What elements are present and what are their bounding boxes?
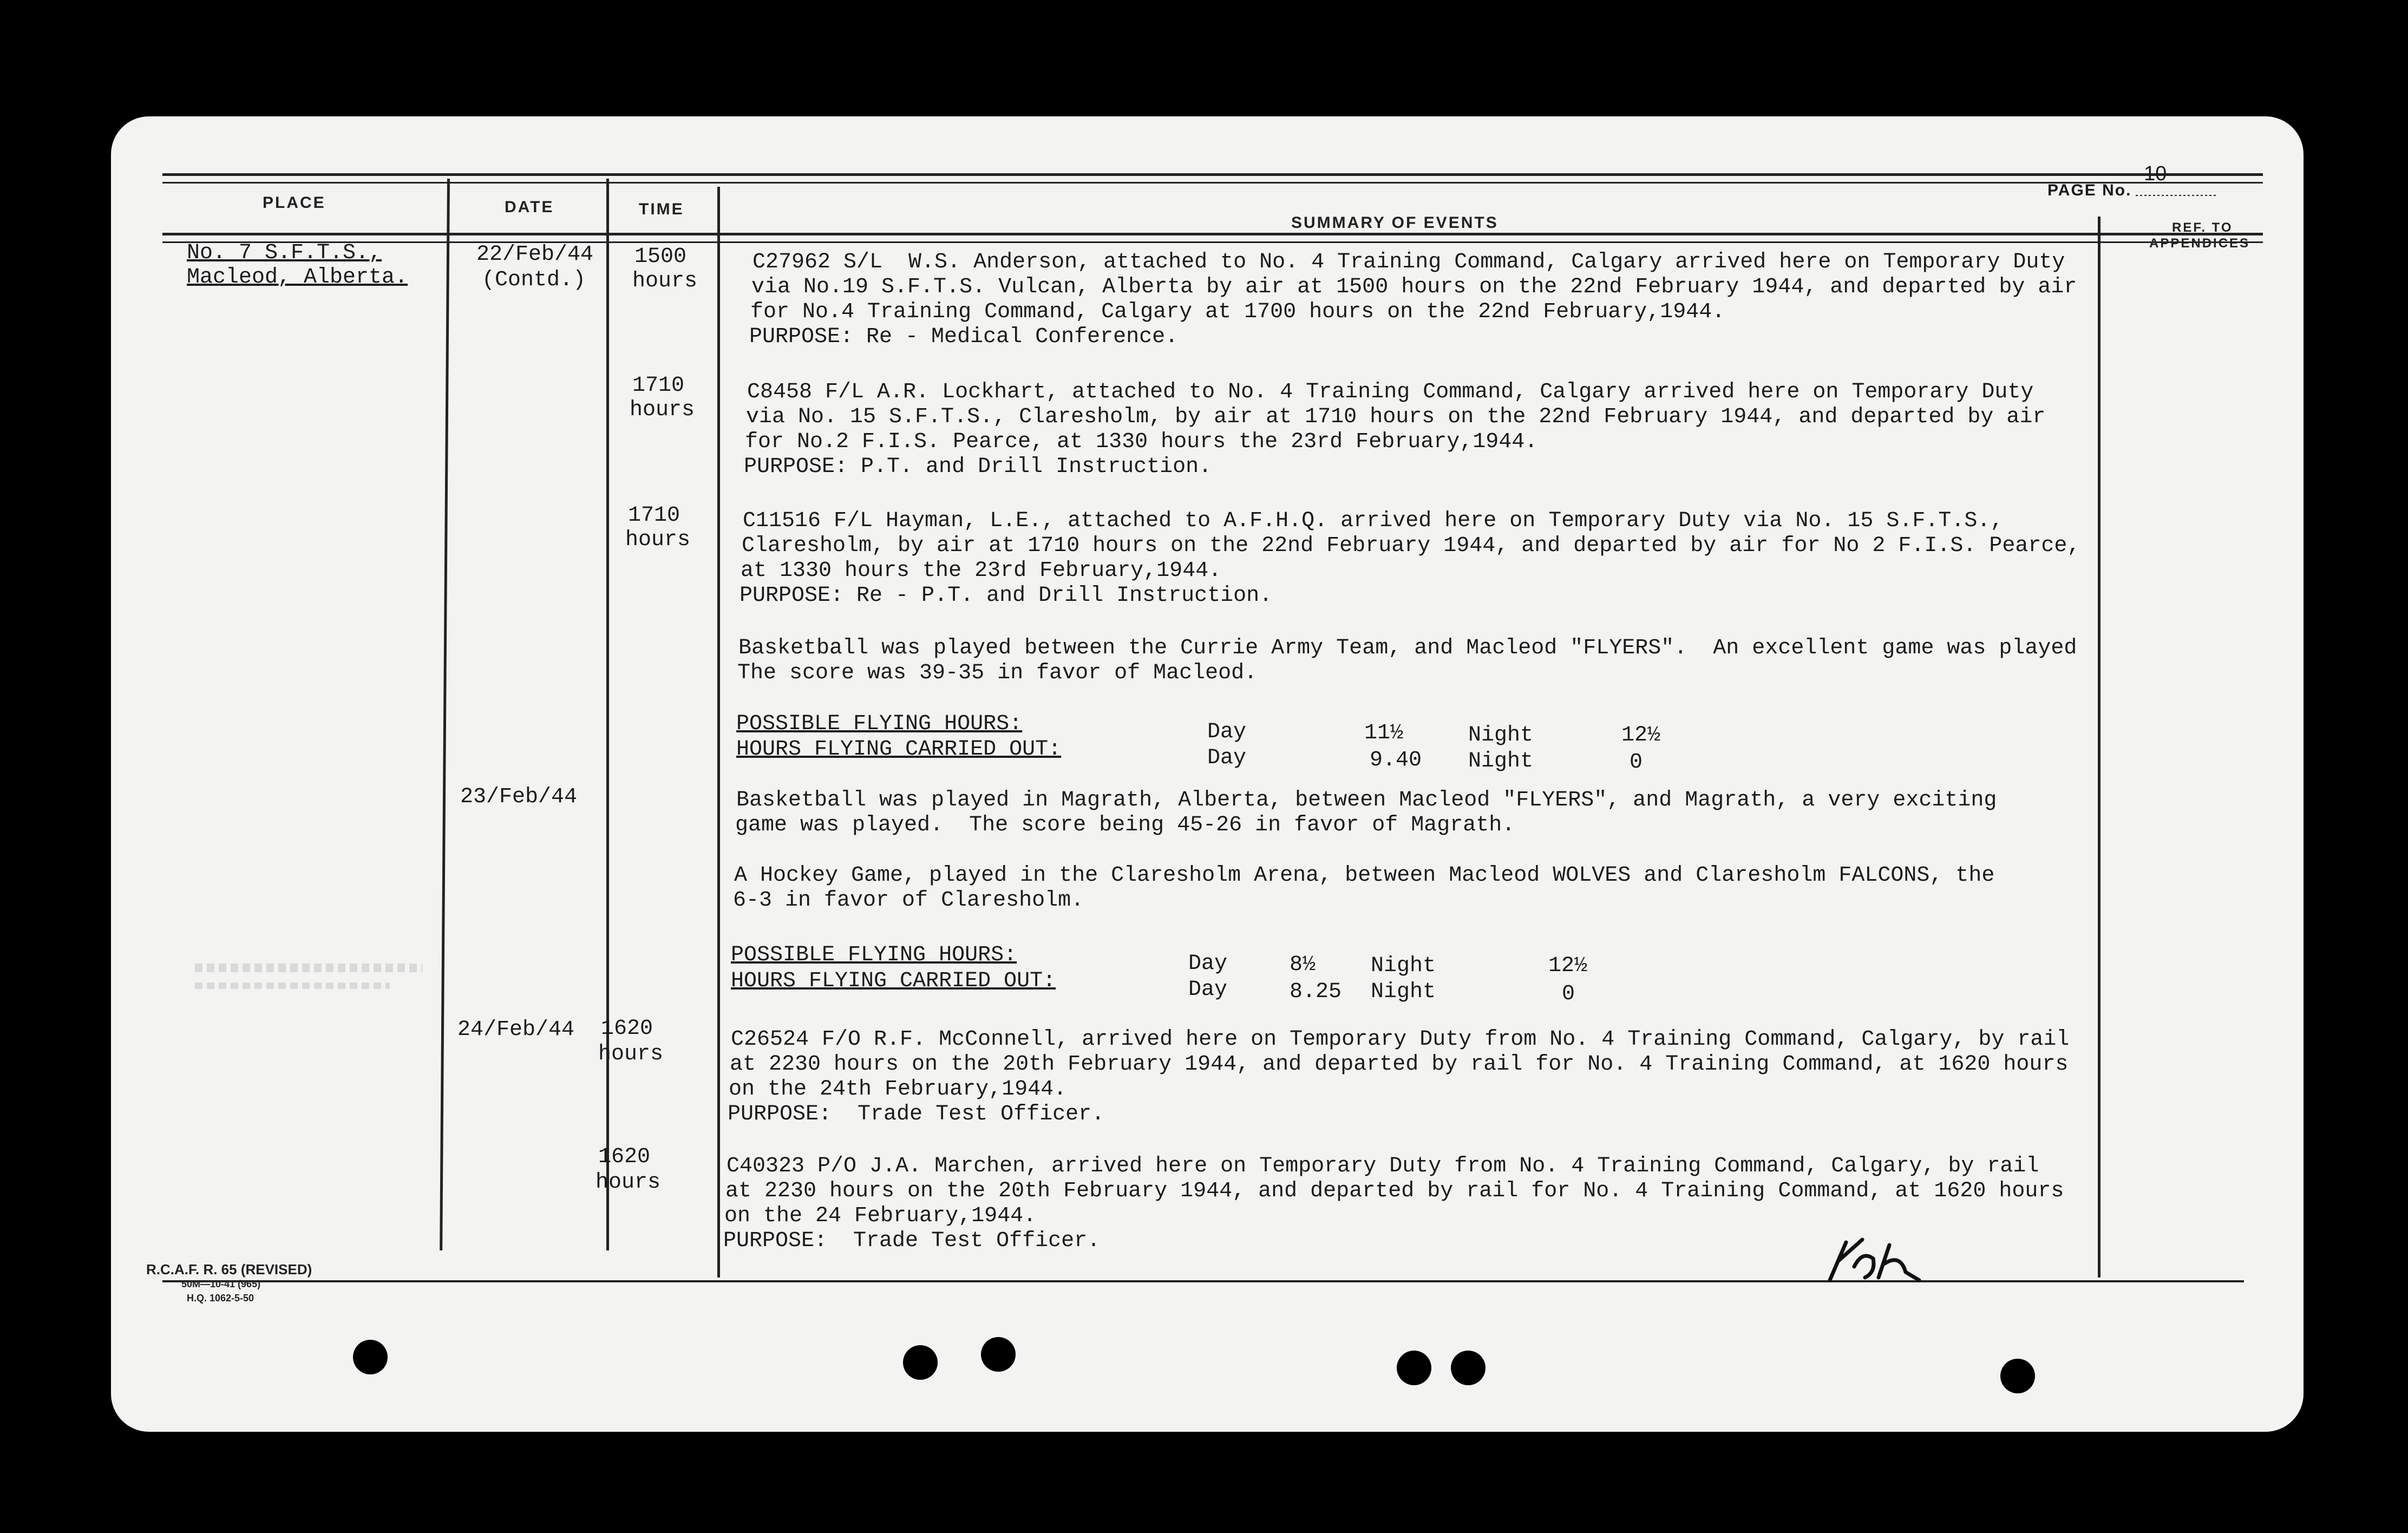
top-rule-2 [162,182,2263,184]
bottom-rule [162,1280,2244,1282]
entry-8-line-3: on the 24 February,1944. [724,1204,1037,1228]
flying-1-night-label-2: Night [1468,749,1534,774]
flying-2-night-label-2: Night [1371,980,1436,1004]
ref-header-2: APPENDICES [2149,236,2250,251]
top-rule-1 [162,173,2263,176]
time-4-hours: hours [598,1042,664,1066]
entry-3-line-4: PURPOSE: Re - P.T. and Drill Instruction. [740,584,1273,608]
place-header: PLACE [263,194,326,212]
time-1: 1500 [634,245,687,269]
entry-1-line-1: C27962 S/L W.S. Anderson, attached to No. 4 Training Command, Calgary arrived here on Temporary Duty [752,250,2065,274]
entry-7-line-3: on the 24th February,1944. [729,1077,1067,1102]
date-2: 23/Feb/44 [460,785,578,809]
flying-1-day-label-1: Day [1207,720,1247,744]
time-1-hours: hours [632,269,698,293]
punch-hole-3 [981,1337,1016,1372]
entry-8-line-2: at 2230 hours on the 20th February 1944, and departed by rail for No. 4 Training Command, at 1620 hours [725,1179,2064,1203]
entry-3-line-1: C11516 F/L Hayman, L.E., attached to A.F.H.Q. arrived here on Temporary Duty via No. 15 S.F.T.S., [743,509,2004,533]
punch-hole-2 [903,1345,938,1380]
time-5-hours: hours [596,1170,661,1195]
punch-hole-6 [2000,1359,2035,1393]
time-3-hours: hours [625,528,691,552]
flying-2-possible-day: 8½ [1290,953,1316,977]
flying-2-night-label-1: Night [1371,954,1436,978]
entry-3-line-2: Claresholm, by air at 1710 hours on the 22nd February 1944, and departed by air for No 2 F.I.S. Pearce, [742,534,2080,558]
punch-hole-1 [353,1340,388,1374]
flying-2-possible-night: 12½ [1548,954,1588,978]
col-divider-time [717,187,720,1277]
date-3: 24/Feb/44 [457,1018,575,1042]
entry-7-line-1: C26524 F/O R.F. McConnell, arrived here on Temporary Duty from No. 4 Training Command, Calgary, by rail [731,1027,2070,1052]
entry-2-line-4: PURPOSE: P.T. and Drill Instruction. [744,455,1212,479]
time-5: 1620 [598,1145,651,1169]
page-label: PAGE No. [2047,181,2132,199]
flying-1-possible-night: 12½ [1621,723,1661,748]
time-2: 1710 [632,374,685,398]
place-line-2: Macleod, Alberta. [187,265,408,290]
entry-1-line-2: via No.19 S.F.T.S. Vulcan, Alberta by air at 1500 hours on the 22nd February 1944, and departed by air [751,275,2077,299]
entry-7-line-2: at 2230 hours on the 20th February 1944, and departed by rail for No. 4 Training Command, at 1620 hours [730,1052,2069,1077]
flying-1-possible-label: POSSIBLE FLYING HOURS: [736,712,1023,736]
ref-header-1: REF. TO [2172,220,2233,235]
entry-5-line-2: game was played. The score being 45-26 in favor of Magrath. [735,813,1515,837]
entry-2-line-3: for No.2 F.I.S. Pearce, at 1330 hours the 23rd February,1944. [745,430,1538,454]
form-number: R.C.A.F. R. 65 (REVISED) [146,1261,312,1277]
time-3: 1710 [628,503,680,528]
entry-8-line-1: C40323 P/O J.A. Marchen, arrived here on Temporary Duty from No. 4 Training Command, Calgary, by rail [727,1154,2039,1178]
faded-stamp-2 [195,982,390,989]
time-4: 1620 [601,1017,653,1041]
flying-1-day-label-2: Day [1207,746,1247,770]
page-number: 10 [2144,162,2167,185]
date-header: DATE [505,198,554,216]
faded-stamp [195,964,422,972]
entry-4-line-1: Basketball was played between the Currie Army Team, and Macleod "FLYERS". An excellent game was played [738,636,2077,660]
punch-hole-4 [1397,1351,1431,1385]
flying-2-possible-label: POSSIBLE FLYING HOURS: [731,943,1017,967]
entry-8-line-4: PURPOSE: Trade Test Officer. [723,1229,1101,1253]
flying-2-day-label-1: Day [1188,952,1228,976]
punch-hole-5 [1451,1351,1486,1385]
entry-6-line-2: 6-3 in favor of Claresholm. [733,888,1084,913]
date-1: 22/Feb/44 [476,243,594,267]
entry-1-line-4: PURPOSE: Re - Medical Conference. [749,325,1179,349]
flying-1-possible-day: 11½ [1364,721,1404,745]
time-header: TIME [639,200,684,218]
form-line-3: H.Q. 1062-5-50 [187,1293,254,1303]
flying-1-carried-night: 0 [1630,750,1643,775]
entry-3-line-3: at 1330 hours the 23rd February,1944. [741,559,1222,583]
date-1-note: (Contd.) [482,268,586,292]
summary-header: SUMMARY OF EVENTS [1291,214,1499,232]
entry-2-line-2: via No. 15 S.F.T.S., Claresholm, by air at 1710 hours on the 22nd February 1944, and departed by air [746,405,2046,429]
form-line-2: 50M—10-41 (965) [181,1279,261,1289]
place-line-1: No. 7 S.F.T.S., [187,241,382,265]
col-divider-date [606,179,609,1250]
flying-1-night-label-1: Night [1468,723,1534,748]
entry-7-line-4: PURPOSE: Trade Test Officer. [728,1102,1105,1126]
page-number-dots [2136,195,2217,196]
entry-6-line-1: A Hockey Game, played in the Claresholm Arena, between Macleod WOLVES and Claresholm FALCONS, the [734,863,1995,888]
header-rule-1 [162,233,2263,235]
flying-2-carried-day: 8.25 [1290,980,1342,1004]
flying-2-day-label-2: Day [1188,978,1228,1002]
flying-1-carried-label: HOURS FLYING CARRIED OUT: [736,737,1062,762]
entry-4-line-2: The score was 39-35 in favor of Macleod. [737,661,1258,685]
entry-5-line-1: Basketball was played in Magrath, Alberta, between Macleod "FLYERS", and Magrath, a very exciting [736,788,1997,813]
handwritten-initials [1824,1229,1927,1288]
time-2-hours: hours [630,398,695,422]
flying-2-carried-night: 0 [1562,982,1575,1006]
col-divider-ref [2098,217,2101,1277]
flying-2-carried-label: HOURS FLYING CARRIED OUT: [731,969,1056,993]
entry-2-line-1: C8458 F/L A.R. Lockhart, attached to No. 4 Training Command, Calgary arrived here on Temporary Duty [747,380,2034,404]
entry-1-line-3: for No.4 Training Command, Calgary at 1700 hours on the 22nd February,1944. [750,300,1725,324]
flying-1-carried-day: 9.40 [1370,748,1422,772]
